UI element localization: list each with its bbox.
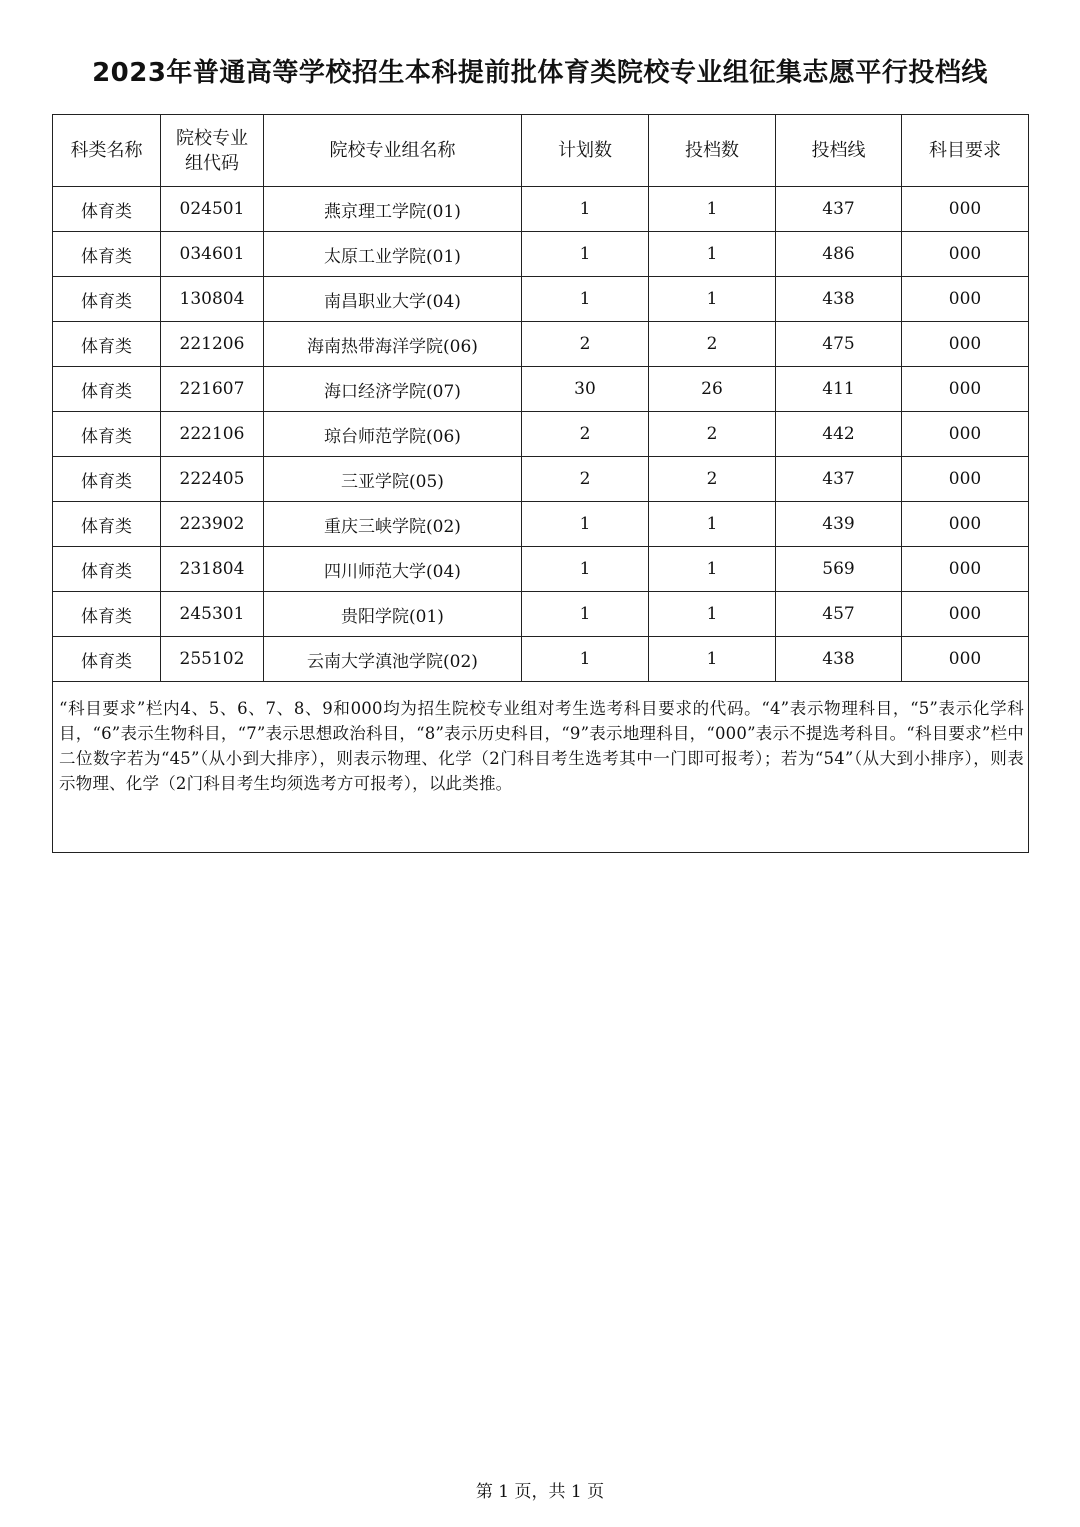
cell-admitted-count: 1 — [649, 277, 776, 322]
cell-subject-requirement: 000 — [902, 502, 1029, 547]
header-score-line: 投档线 — [776, 115, 902, 187]
cell-score-line: 437 — [776, 187, 902, 232]
table-row — [53, 502, 1029, 547]
cell-group-code: 034601 — [161, 232, 264, 277]
table-row — [53, 277, 1029, 322]
table-header-row — [53, 115, 1029, 187]
cell-score-line: 438 — [776, 277, 902, 322]
table-note-row — [53, 682, 1029, 853]
table-row — [53, 187, 1029, 232]
cell-admitted-count: 1 — [649, 637, 776, 682]
cell-category: 体育类 — [53, 412, 161, 457]
cell-plan-count: 1 — [522, 277, 649, 322]
table-row — [53, 457, 1029, 502]
cell-score-line: 569 — [776, 547, 902, 592]
table-row — [53, 232, 1029, 277]
cell-plan-count: 1 — [522, 502, 649, 547]
cell-group-name: 贵阳学院(01) — [264, 592, 522, 637]
table-row — [53, 637, 1029, 682]
cell-plan-count: 2 — [522, 457, 649, 502]
cell-score-line: 437 — [776, 457, 902, 502]
header-plan-count: 计划数 — [522, 115, 649, 187]
cell-score-line: 411 — [776, 367, 902, 412]
cell-category: 体育类 — [53, 232, 161, 277]
cell-score-line: 486 — [776, 232, 902, 277]
cell-subject-requirement: 000 — [902, 367, 1029, 412]
cell-group-name: 海口经济学院(07) — [264, 367, 522, 412]
admission-score-table — [52, 114, 1029, 853]
table-row — [53, 547, 1029, 592]
cell-group-code: 024501 — [161, 187, 264, 232]
cell-group-code: 231804 — [161, 547, 264, 592]
cell-score-line: 438 — [776, 637, 902, 682]
cell-subject-requirement: 000 — [902, 637, 1029, 682]
cell-group-name: 琼台师范学院(06) — [264, 412, 522, 457]
cell-score-line: 457 — [776, 592, 902, 637]
header-subject-requirement: 科目要求 — [902, 115, 1029, 187]
cell-plan-count: 2 — [522, 412, 649, 457]
cell-group-code: 223902 — [161, 502, 264, 547]
cell-group-code: 222405 — [161, 457, 264, 502]
subject-requirement-note: “科目要求”栏内4、5、6、7、8、9和000均为招生院校专业组对考生选考科目要求的代码。“4”表示物理科目，“5”表示化学科目，“6”表示生物科目，“7”表示思想政治科目，“8”表示历史科目，“9”表示地理科目，“000”表示不提选考科目。“科目要求”栏中二位数字若为“45”（从小到大排序），则表示物理、化学（2门科目考生选考其中一门即可报考）；若为“54”（从大到小排序），则表示物理、化学（2门科目考生均须选考方可报考），以此类推。 — [53, 682, 1029, 853]
cell-subject-requirement: 000 — [902, 232, 1029, 277]
table-row — [53, 412, 1029, 457]
cell-plan-count: 1 — [522, 232, 649, 277]
cell-plan-count: 1 — [522, 187, 649, 232]
cell-admitted-count: 1 — [649, 502, 776, 547]
cell-group-code: 130804 — [161, 277, 264, 322]
cell-admitted-count: 2 — [649, 412, 776, 457]
cell-score-line: 442 — [776, 412, 902, 457]
cell-subject-requirement: 000 — [902, 592, 1029, 637]
header-admitted-count: 投档数 — [649, 115, 776, 187]
cell-group-code: 245301 — [161, 592, 264, 637]
cell-group-name: 云南大学滇池学院(02) — [264, 637, 522, 682]
cell-category: 体育类 — [53, 322, 161, 367]
cell-group-name: 三亚学院(05) — [264, 457, 522, 502]
cell-subject-requirement: 000 — [902, 277, 1029, 322]
cell-admitted-count: 26 — [649, 367, 776, 412]
cell-category: 体育类 — [53, 457, 161, 502]
cell-group-name: 四川师范大学(04) — [264, 547, 522, 592]
cell-group-code: 221206 — [161, 322, 264, 367]
cell-group-code: 222106 — [161, 412, 264, 457]
page-number-footer: 第 1 页，共 1 页 — [475, 1482, 605, 1502]
cell-group-name: 燕京理工学院(01) — [264, 187, 522, 232]
header-category: 科类名称 — [53, 115, 161, 187]
cell-admitted-count: 1 — [649, 187, 776, 232]
cell-subject-requirement: 000 — [902, 547, 1029, 592]
cell-category: 体育类 — [53, 637, 161, 682]
cell-plan-count: 30 — [522, 367, 649, 412]
table-row — [53, 322, 1029, 367]
cell-group-code: 255102 — [161, 637, 264, 682]
cell-group-name: 太原工业学院(01) — [264, 232, 522, 277]
cell-subject-requirement: 000 — [902, 457, 1029, 502]
cell-admitted-count: 2 — [649, 457, 776, 502]
cell-score-line: 475 — [776, 322, 902, 367]
page-title: 2023年普通高等学校招生本科提前批体育类院校专业组征集志愿平行投档线 — [92, 58, 988, 88]
cell-category: 体育类 — [53, 367, 161, 412]
cell-subject-requirement: 000 — [902, 187, 1029, 232]
cell-score-line: 439 — [776, 502, 902, 547]
cell-group-name: 南昌职业大学(04) — [264, 277, 522, 322]
cell-plan-count: 2 — [522, 322, 649, 367]
cell-category: 体育类 — [53, 502, 161, 547]
cell-admitted-count: 1 — [649, 592, 776, 637]
header-group-code: 院校专业 组代码 — [161, 115, 264, 187]
cell-admitted-count: 1 — [649, 232, 776, 277]
header-group-name: 院校专业组名称 — [264, 115, 522, 187]
cell-plan-count: 1 — [522, 592, 649, 637]
cell-category: 体育类 — [53, 592, 161, 637]
cell-category: 体育类 — [53, 277, 161, 322]
cell-admitted-count: 2 — [649, 322, 776, 367]
cell-category: 体育类 — [53, 187, 161, 232]
table-row — [53, 367, 1029, 412]
cell-category: 体育类 — [53, 547, 161, 592]
cell-plan-count: 1 — [522, 637, 649, 682]
cell-group-code: 221607 — [161, 367, 264, 412]
cell-group-name: 海南热带海洋学院(06) — [264, 322, 522, 367]
cell-group-name: 重庆三峡学院(02) — [264, 502, 522, 547]
cell-subject-requirement: 000 — [902, 412, 1029, 457]
cell-plan-count: 1 — [522, 547, 649, 592]
cell-subject-requirement: 000 — [902, 322, 1029, 367]
cell-admitted-count: 1 — [649, 547, 776, 592]
table-row — [53, 592, 1029, 637]
